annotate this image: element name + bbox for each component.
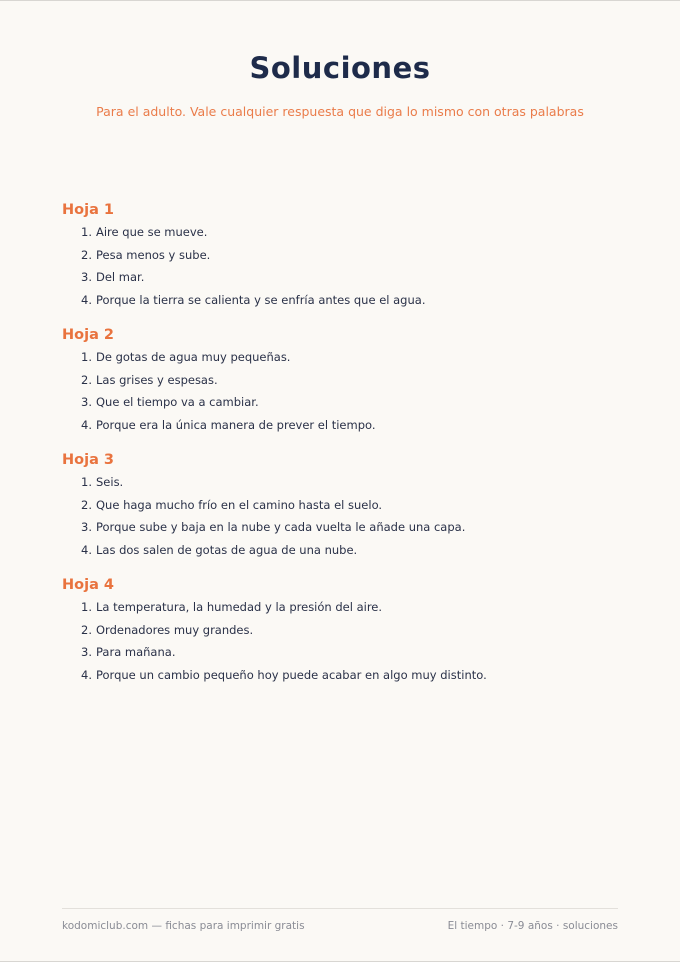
page-top-border [0,0,680,1]
answer-list [62,471,622,561]
answer-item [62,619,622,642]
answer-item [62,369,622,392]
section-heading: Hoja 1 [62,202,114,218]
answer-number: 2. [81,247,92,262]
section-heading: Hoja 4 [62,577,114,593]
answer-text: Porque un cambio pequeño hoy puede acabar en algo muy distinto. [96,667,487,682]
answer-text: De gotas de agua muy pequeñas. [96,350,291,364]
answer-text: Las dos salen de gotas de agua de una nube. [96,542,358,557]
answer-item [62,346,622,369]
answer-item [62,391,622,414]
answer-list [62,346,622,436]
answer-list [62,596,622,686]
section-hoja-2 [62,325,622,436]
section-heading: Hoja 3 [62,452,114,468]
answer-item [62,471,622,494]
answer-text: Porque sube y baja en la nube y cada vuelta le añade una capa. [96,520,466,534]
answer-item [62,414,622,437]
answer-item [62,539,622,562]
answer-text: Que el tiempo va a cambiar. [96,395,259,409]
answer-number: 1. [81,225,92,239]
answer-text: Seis. [96,475,124,489]
answer-text: Aire que se mueve. [96,225,208,239]
section-heading: Hoja 2 [62,327,114,343]
solutions-content [62,200,622,700]
section-hoja-3 [62,450,622,561]
answer-number: 3. [81,270,92,284]
answer-number: 1. [81,600,92,614]
answer-number: 4. [81,542,92,557]
answer-number: 1. [81,350,92,364]
answer-number: 1. [81,475,92,489]
answer-item [62,596,622,619]
answer-text: Ordenadores muy grandes. [96,622,254,637]
answer-number: 4. [81,667,92,682]
page-subtitle: Para el adulto. Vale cualquier respuesta que diga lo mismo con otras palabras [96,104,584,119]
answer-item [62,664,622,687]
answer-number: 2. [81,622,92,637]
answer-text: Para mañana. [96,645,176,659]
answer-item [62,494,622,517]
answer-number: 4. [81,417,92,432]
answer-item [62,289,622,312]
answer-item [62,516,622,539]
answer-number: 4. [81,292,92,307]
answer-number: 3. [81,645,92,659]
answer-number: 2. [81,497,92,512]
footer-divider [62,908,618,909]
answer-text: Pesa menos y sube. [96,247,211,262]
answer-number: 2. [81,372,92,387]
answer-number: 3. [81,395,92,409]
answer-item [62,266,622,289]
footer-site-credit: kodomiclub.com — fichas para imprimir gratis [62,920,305,932]
page-title: Soluciones [249,51,431,85]
section-hoja-4 [62,575,622,686]
section-hoja-1 [62,200,622,311]
answer-item [62,221,622,244]
answer-item [62,244,622,267]
answer-text: Porque era la única manera de prever el tiempo. [96,417,376,432]
answer-item [62,641,622,664]
answer-list [62,221,622,311]
answer-text: Del mar. [96,270,145,284]
answer-text: Las grises y espesas. [96,372,218,387]
answer-number: 3. [81,520,92,534]
answer-text: Porque la tierra se calienta y se enfría antes que el agua. [96,292,426,307]
footer-worksheet-info: El tiempo · 7-9 años · soluciones [447,920,618,932]
answer-text: La temperatura, la humedad y la presión del aire. [96,600,383,614]
answer-text: Que haga mucho frío en el camino hasta el suelo. [96,497,383,512]
